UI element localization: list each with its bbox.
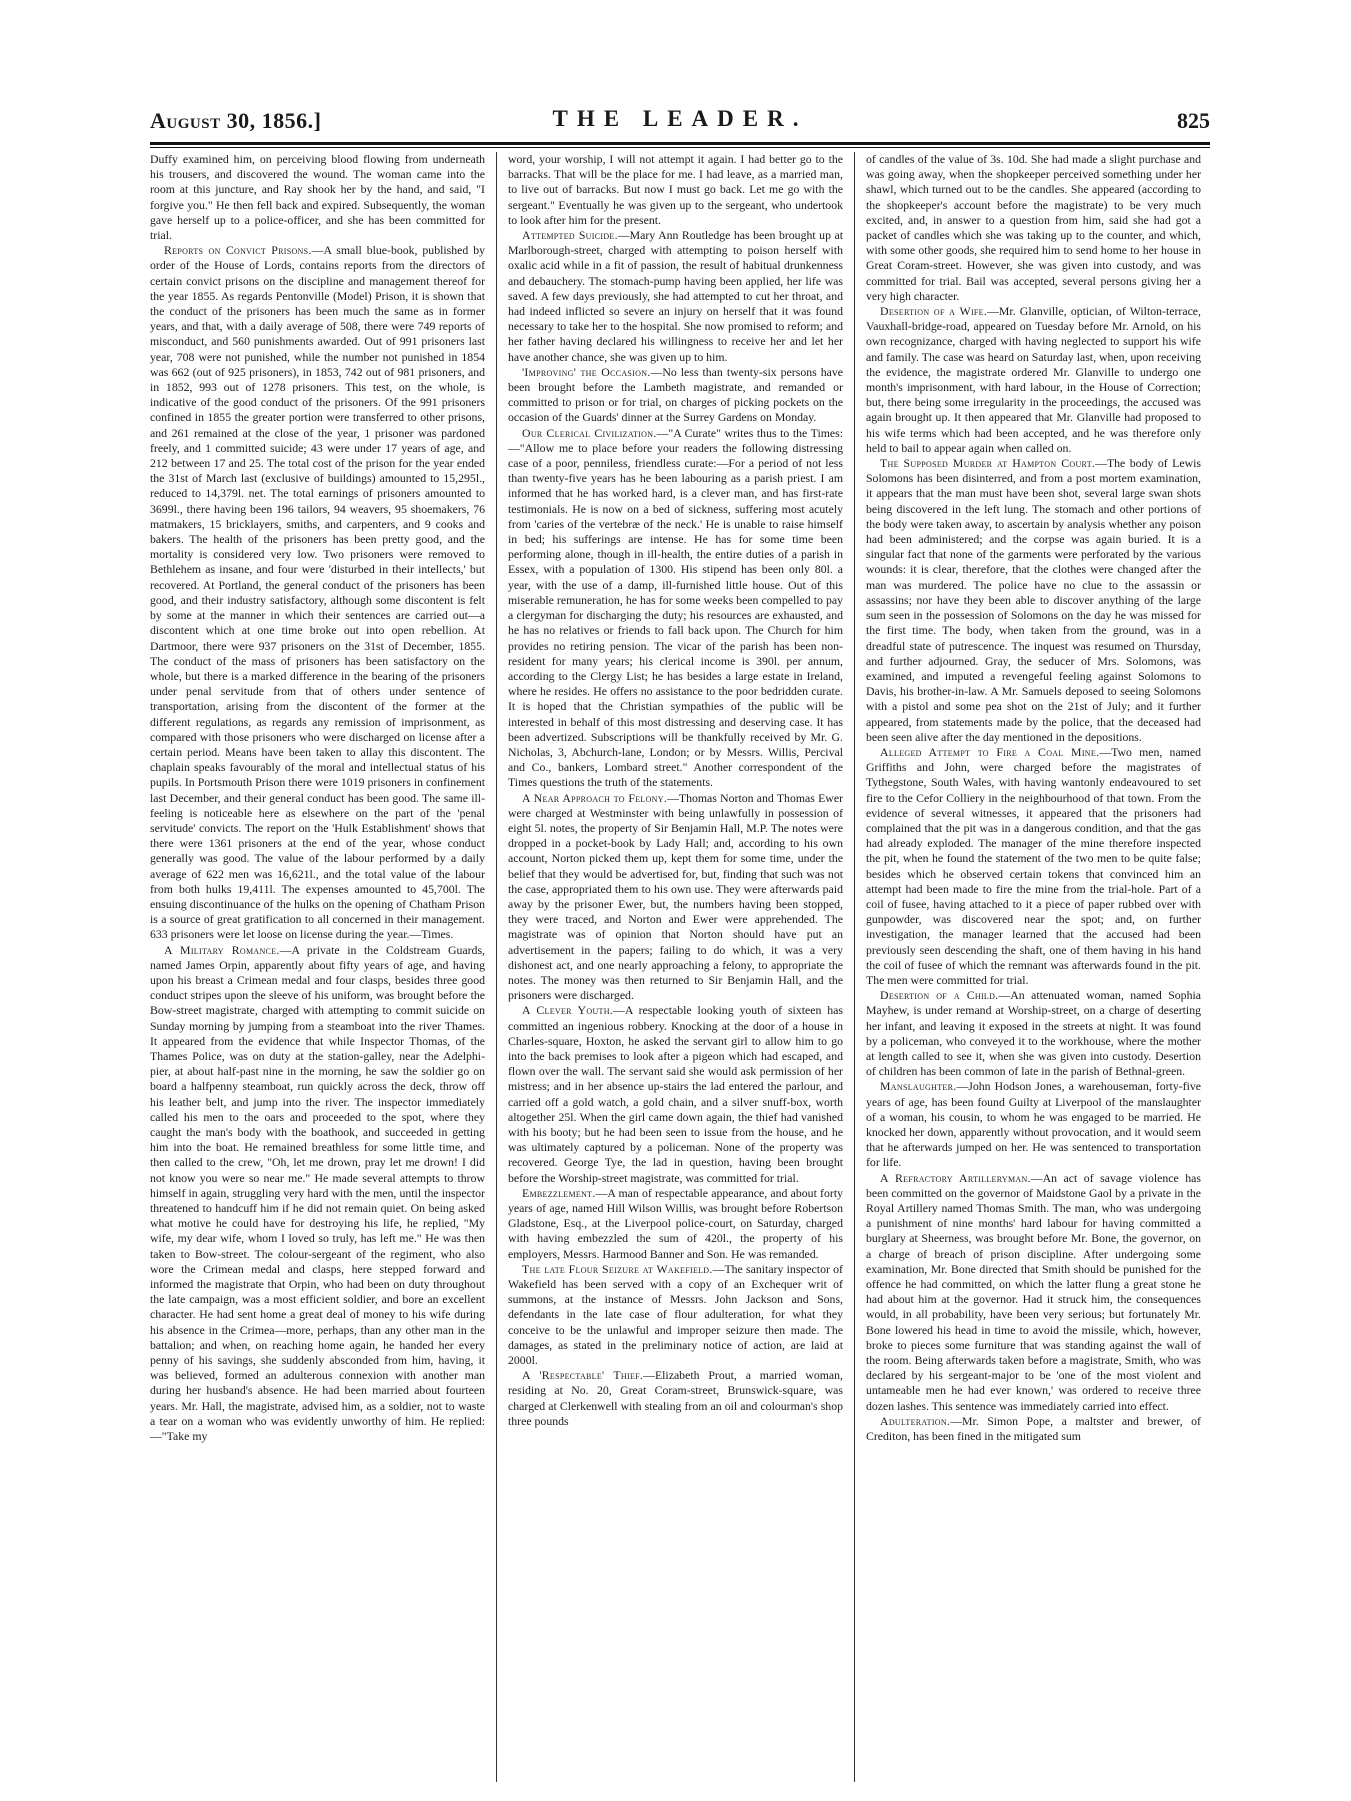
article-heading: A 'Respectable' Thief. — [522, 1368, 644, 1383]
article-heading: Attempted Suicide. — [522, 228, 618, 243]
article-text: —A man of respectable appearance, and about forty years of age, named Hill Wilson Willis, was brought before Robertson Gladstone, Esq., at the Liverpool police-court, on Saturday, charged with having embezzled the sum of 420l., the property of his employers, Messrs. Harmood Banner and Son. He was remanded. — [508, 1185, 843, 1261]
continued-paragraph — [866, 152, 1201, 304]
article-text: —Mr. Simon Pope, a maltster and brewer, of Crediton, has been fined in the mitigated sum — [866, 1413, 1201, 1444]
article-text: —John Hodson Jones, a warehouseman, forty-five years of age, has been found Guilty at Liverpool of the manslaughter of a woman, his cousin, to whom he was engaged to be married. He knocked her down, apparently without provocation, and it would seem that he afterwards jumped on her. He was sentenced to transportation for life. — [866, 1079, 1201, 1170]
column-divider — [496, 152, 497, 1782]
article-paragraph — [866, 1414, 1201, 1444]
article-text: —"A Curate" writes thus to the Times:—"Allow me to place before your readers the following distressing case of a poor, penniless, friendless curate:—For a period of not less than twenty-five years has he been labouring as a parish priest. I am informed that he has worked hard, is a clever man, and has first-rate testimonials. He is now on a bed of sickness, suffering most acutely from 'caries of the vertebræ of the neck.' He is unable to raise himself in bed; his sufferings are intense. He has for some time been performing alone, though in ill-health, the entire duties of a parish in Essex, with a population of 1300. His stipend has been only 80l. a year, with the use of a damp, ill-furnished little house. Out of this miserable remuneration, he has for some weeks been compelled to pay a clergyman for discharging the duty; his resources are exhausted, and he has no relatives or friends to fall back upon. The Church for him provides no retiring pension. The vicar of the parish has been non-resident for many years; his clerical income is 390l. per annum, according to the Clergy List; he has besides a large estate in Ireland, where he resides. He offers no assistance to the poor bedridden curate. It is hoped that the Christian sympathies of the public will be interested in behalf of this most distressing and deserving case. It has been advertized. Subscriptions will be thankfully received by Mr. G. Nicholas, 3, Abchurch-lane, London; or by Messrs. Willis, Percival and Co., bankers, Lombard street." Another correspondent of the Times questions the truth of the statements. — [508, 425, 843, 790]
article-text: —Thomas Norton and Thomas Ewer were charged at Westminster with being unlawfully in possession of eight 5l. notes, the property of Sir Benjamin Hall, M.P. The notes were dropped in a pocket-book by Lady Hall; and, according to his own account, Norton picked them up, kept them for some time, under the belief that they would be advertised for, but, finding that such was not the case, appropriated them to his own use. They were afterwards paid away by the prisoner Ewer, but, the numbers having been stopped, they were traced, and Norton and Ewer were apprehended. The magistrate was of opinion that Norton should have put an advertisement in the papers; failing to do which, it was a very dishonest act, and one nearly approaching a felony, to appropriate the notes. The money was then returned to Sir Benjamin Hall, and the prisoners were discharged. — [508, 790, 843, 1003]
article-heading: Desertion of a Wife. — [880, 304, 988, 319]
article-text: —An attenuated woman, named Sophia Mayhew, is under remand at Worship-street, on a charge of deserting her infant, and leaving it exposed in the streets at night. It was found by a policeman, who conveyed it to the workhouse, where the mother at length called to see it, when she was given into custody. Desertion of children has been common of late in the parish of Bethnal-green. — [866, 988, 1201, 1079]
masthead-rule-thick — [150, 142, 1210, 145]
article-paragraph — [866, 988, 1201, 1079]
article-text: —An act of savage violence has been committed on the governor of Maidstone Gaol by a private in the Royal Artillery named Thomas Smith. The man, who was undergoing a punishment of nine months' hard labour for having committed a burglary at Sheerness, was brought before Mr. Bone, the governor, on a charge of breach of prison discipline. After undergoing some examination, Mr. Bone directed that Smith should be punished for the offence he had committed, on which the latter flung a great stone he had about him at the governor. Had it struck him, the consequences would, in all probability, have been very serious; but fortunately Mr. Bone lowered his head in time to avoid the missile, which, however, broke to pieces some furniture that was standing against the wall of the room. Being afterwards taken before a magistrate, Smith, who was declared by his sergeant-major to be 'one of the most violent and untameable men he had ever known,' was ordered to receive three dozen lashes. This sentence was immediately carried into effect. — [866, 1170, 1201, 1413]
article-heading: Manslaughter. — [880, 1079, 957, 1094]
article-text: —No less than twenty-six persons have been brought before the Lambeth magistrate, and remanded or committed to prison or for trial, on charges of picking pockets on the occasion of the Guards' dinner at the Surrey Gardens on Monday. — [508, 364, 843, 425]
newspaper-page — [130, 100, 1220, 1800]
article-heading: The Supposed Murder at Hampton Court. — [880, 456, 1096, 471]
article-heading: A Refractory Artilleryman. — [880, 1170, 1031, 1185]
article-text: —A private in the Coldstream Guards, named James Orpin, apparently about fifty years of age, and having upon his breast a Crimean medal and four clasps, besides three good conduct stripes upon the sleeve of his uniform, was brought before the Bow-street magistrate, charged with attempting to commit suicide on Sunday morning by jumping from a steamboat into the river Thames. It appeared from the evidence that while Inspector Thomas, of the Thames Police, was on duty at the station-galley, near the Adelphi-pier, at about half-past nine in the morning, he saw the soldier go on board a halfpenny steamboat, run quickly across the deck, throw off his leather belt, and jump into the river. The inspector immediately called his men to the oars and proceeded to the spot, where they caught the man's body with the boathook, and succeeded in getting him into the boat. He remained breathless for some little time, and then called to the crew, "Oh, let me drown, pray let me drown! I did not know you were so near me." He made several attempts to throw himself in again, struggling very hard with the men, until the inspector threatened to handcuff him if he did not remain quiet. On being asked what motive he could have for destroying his life, he replied, "My wife, my dear wife, whom I loved so truly, has left me." He was then taken to Bow-street. The colour-sergeant of the regiment, who also wore the Crimean medal and clasps, here stepped forward and informed the magistrate that Orpin, who had been on duty throughout the late campaign, was a most efficient soldier, and bore an excellent character. He had sent home a great deal of money to his wife during his absence in the Crimea—more, perhaps, than any other man in the battalion; and when, on reaching home again, he handed her every penny of his savings, she suddenly absconded from him, having, it was believed, formed an adulterous connexion with another man during her husband's absence. He had been married about fourteen years. Mr. Hall, the magistrate, advised him, as a soldier, not to waste a tear on a woman who was evidently unworthy of him. He replied:—"Take my — [150, 942, 485, 1444]
article-text: of candles of the value of 3s. 10d. She had made a slight purchase and was going away, when the shopkeeper perceived something under her shawl, which turned out to be the candles. She appeared (according to the shopkeeper's account before the magistrate) to be very much excited, and, in answer to a question from him, said she had got a packet of candles which she was taking up to the counter, and which, with some other goods, she required him to send home to her house in Great Coram-street. However, she was given into custody, and was committed for trial. Bail was accepted, several persons giving her a very high character. — [866, 152, 1201, 303]
article-paragraph — [508, 1368, 843, 1429]
article-paragraph — [866, 1171, 1201, 1414]
article-text: —The sanitary inspector of Wakefield has been served with a copy of an Exchequer writ of summons, at the instance of Messrs. John Jackson and Sons, defendants in the late case of flour adulteration, for what they conceive to be the unlawful and improper seizure then made. The damages, as stated in the preliminary notice of action, are laid at 2000l. — [508, 1261, 843, 1368]
issue-date: August 30, 1856.] — [150, 108, 322, 133]
article-heading: A Clever Youth. — [522, 1003, 614, 1018]
article-paragraph — [508, 426, 843, 791]
article-heading: 'Improving' the Occasion. — [522, 364, 651, 379]
article-text: —Two men, named Griffiths and John, were charged before the magistrates of Tythegstone, South Wales, with having wantonly endeavoured to set fire to the Cefor Colliery in the neighbourhood of that town. From the evidence of several witnesses, it appeared that the prisoners had complained that the pit was in a dangerous condition, and that the gas had already exploded. The manager of the mine therefore inspected the pit, when he found the statement of the two men to be quite false; besides which he observed certain tokens that convinced him an attempt had been made to fire the mine from the trial-hole. Part of a coil of fusee, having attached to it a piece of paper rubbed over with gunpowder, was discovered near the spot; and, on further investigation, the manager learned that the accused had been previously seen descending the shaft, one of them having in his hand the coil of fusee of which the remnant was afterwards found in the pit. The men were committed for trial. — [866, 744, 1201, 987]
article-heading: Reports on Convict Prisons. — [164, 243, 312, 258]
continued-paragraph — [150, 152, 485, 243]
article-heading: A Military Romance. — [164, 942, 280, 957]
article-paragraph — [866, 456, 1201, 745]
newspaper-title: THE LEADER. — [552, 106, 808, 131]
article-heading: A Near Approach to Felony. — [522, 790, 668, 805]
article-text: word, your worship, I will not attempt it again. I had better go to the barracks. That will be the place for me. I had leave, as a married man, to live out of barracks. But now I must go back. Let me go with the sergeant." Eventually he was given up to the sergeant, who undertook to look after him for the present. — [508, 152, 843, 227]
article-heading: Our Clerical Civilization. — [522, 425, 657, 440]
article-text: —A small blue-book, published by order of the House of Lords, contains reports from the directors of certain convict prisons on the discipline and management thereof for the year 1855. As regards Pentonville (Model) Prison, it is shown that the conduct of the prisoners has been much the same as in former years, and that, with a daily average of 508, there were 749 reports of misconduct, and 560 punishments awarded. Out of 991 prisoners last year, 708 were not punished, while the number not punished in 1854 was 662 (out of 925 prisoners), in 1853, 742 out of 981 prisoners, and in 1852, 993 out of 1278 prisoners. This test, on the whole, is indicative of the good conduct of the prisoners. Of the 991 prisoners confined in 1855 the greater portion were transferred to other prisons, and 261 remained at the close of the year, 1 prisoner was pardoned freely, and 1 committed suicide; 43 were under 17 years of age, and 212 between 17 and 25. The total cost of the prison for the year ended the 31st of March last (exclusive of buildings) amounted to 15,295l., reduced to 14,379l. net. The total earnings of prisoners amounted to 3699l., there having been 196 tailors, 94 weavers, 95 shoemakers, 76 matmakers, 15 bricklayers, smiths, and carpenters, and 9 cooks and bakers. The health of the prisoners has been pretty good, and the mortality is considered very low. Two prisoners were removed to Bethlehem as insane, and four were 'disturbed in their intellects,' but recovered. At Portland, the general conduct of the prisoners has been good, and their industry satisfactory, although some discontent is felt by some at the manner in which their sentences are carried out—a discontent which at one time broke out into open rebellion. At Dartmoor, there were 937 prisoners on the 31st of December, 1855. The conduct of the mass of prisoners has been satisfactory on the whole, but there is a marked difference in the bearing of the prisoners under penal servitude from that of others under sentence of transportation, arising from the discontent of the former at the different regulations, as regards any remission of imprisonment, as compared with those prisoners who were discharged on license after a certain period. Means have been taken to allay this discontent. The chaplain speaks favourably of the moral and intellectual status of his pupils. In Portsmouth Prison there were 1019 prisoners in confinement last December, and their general conduct has been good. The same ill-feeling is noticeable here as elsewhere on the part of the 'penal servitude' convicts. The report on the 'Hulk Establishment' shows that there were 1361 prisoners at the end of the year, whose conduct generally was good. The value of the labour performed by a daily average of 622 men was 16,621l., and the total value of the labour from both hulks 19,411l. The expenses amounted to 45,700l. The ensuing discontinuance of the hulks on the opening of Chatham Prison is a source of great gratification to all concerned in their management. 633 prisoners were let loose on license during the year.—Times. — [150, 243, 485, 942]
article-paragraph — [866, 304, 1201, 456]
article-paragraph — [150, 243, 485, 942]
article-heading: The late Flour Seizure at Wakefield. — [522, 1261, 713, 1276]
article-text: —A respectable looking youth of sixteen has committed an ingenious robbery. Knocking at the door of a house in Charles-square, Hoxton, he asked the servant girl to allow him to go into the back premises to look after a pigeon which had escaped, and flown over the wall. The servant said she would ask permission of her mistress; and in her absence up-stairs the lad entered the parlour, and carried off a gold watch, a gold chain, and a silver snuff-box, worth altogether 25l. When the girl came down again, the thief had vanished with his booty; but he had been seen to issue from the house, and he was ultimately captured by a policeman. None of the property was recovered. George Tye, the lad in question, having been brought before the Worship-street magistrate, was committed for trial. — [508, 1003, 843, 1185]
article-text: Duffy examined him, on perceiving blood flowing from underneath his trousers, and discovered the wound. The woman came into the room at this juncture, and Ray shook her by the hand, and said, "I forgive you." He then fell back and expired. Subsequently, the woman gave herself up to a police-officer, and she has been committed for trial. — [150, 152, 485, 243]
article-paragraph — [508, 365, 843, 426]
article-text: —Elizabeth Prout, a married woman, residing at No. 20, Great Coram-street, Brunswick-square, was charged at Clerkenwell with stealing from an oil and colourman's shop three pounds — [508, 1368, 843, 1428]
column-2 — [508, 152, 843, 1792]
column-3 — [866, 152, 1201, 1792]
article-text: —The body of Lewis Solomons has been disinterred, and from a post mortem examination, it appears that the man must have been shot, several large swan shots being discovered in the left lung. The stomach and other portions of the body were taken away, to ascertain by analysis whether any poison had been administered; and the corpse was again buried. It is a singular fact that none of the garments were perforated by the various wounds: it is clear, therefore, that the clothes were changed after the man was murdered. The police have no clue to the assassin or assassins; nor have they been able to discover anything of the large sum seen in the possession of Solomons on the day he was missed for the first time. The body, when taken from the ground, was in a dreadful state of putrescence. The inquest was resumed on Thursday, and further adjourned. Gray, the seducer of Mrs. Solomons, was examined, and imputed a revengeful feeling against Solomons to Davis, his brother-in-law. A Mr. Samuels deposed to seeing Solomons with a pistol and some pea shot on the 21st of July; and it further appeared, from statements made by the police, that the deceased had been seen alive after the day mentioned in the depositions. — [866, 456, 1201, 744]
column-divider — [854, 152, 855, 1782]
continued-paragraph — [508, 152, 843, 228]
article-text: —Mary Ann Routledge has been brought up at Marlborough-street, charged with attempting to poison herself with oxalic acid while in a fit of passion, the result of habitual drunkenness and debauchery. The stomach-pump having been applied, her life was saved. A few days previously, she had attempted to cut her throat, and had indeed inflicted so severe an injury on herself that it was found necessary to take her to the hospital. She now promised to reform; and her father having declared his willingness to receive her and let her have another chance, she was given up to him. — [508, 228, 843, 364]
article-paragraph — [508, 1262, 843, 1368]
article-paragraph — [508, 1003, 843, 1185]
article-paragraph — [508, 791, 843, 1004]
page-number: 825 — [1177, 108, 1210, 133]
article-paragraph — [508, 1186, 843, 1262]
article-paragraph — [150, 943, 485, 1445]
article-heading: Alleged Attempt to Fire a Coal Mine. — [880, 744, 1100, 759]
column-1 — [150, 152, 485, 1792]
article-heading: Adulteration. — [880, 1413, 951, 1428]
article-paragraph — [508, 228, 843, 365]
article-heading: Desertion of a Child. — [880, 988, 999, 1003]
masthead-rule-thin — [150, 147, 1210, 148]
masthead — [150, 100, 1210, 140]
article-text: —Mr. Glanville, optician, of Wilton-terrace, Vauxhall-bridge-road, appeared on Tuesday before Mr. Arnold, on his own recognizance, charged with having neglected to support his wife and family. The case was heard on Saturday last, when, upon receiving the evidence, the magistrate ordered Mr. Glanville to undergo one month's imprisonment, with hard labour, in the House of Correction; but, there being some irregularity in the proceedings, the accused was again brought up. It then appeared that Mr. Glanville had proposed to his wife terms which had been accepted, and he was therefore only held to bail to appear again when called on. — [866, 304, 1201, 455]
article-paragraph — [866, 745, 1201, 988]
article-paragraph — [866, 1079, 1201, 1170]
article-heading: Embezzlement. — [522, 1185, 596, 1200]
